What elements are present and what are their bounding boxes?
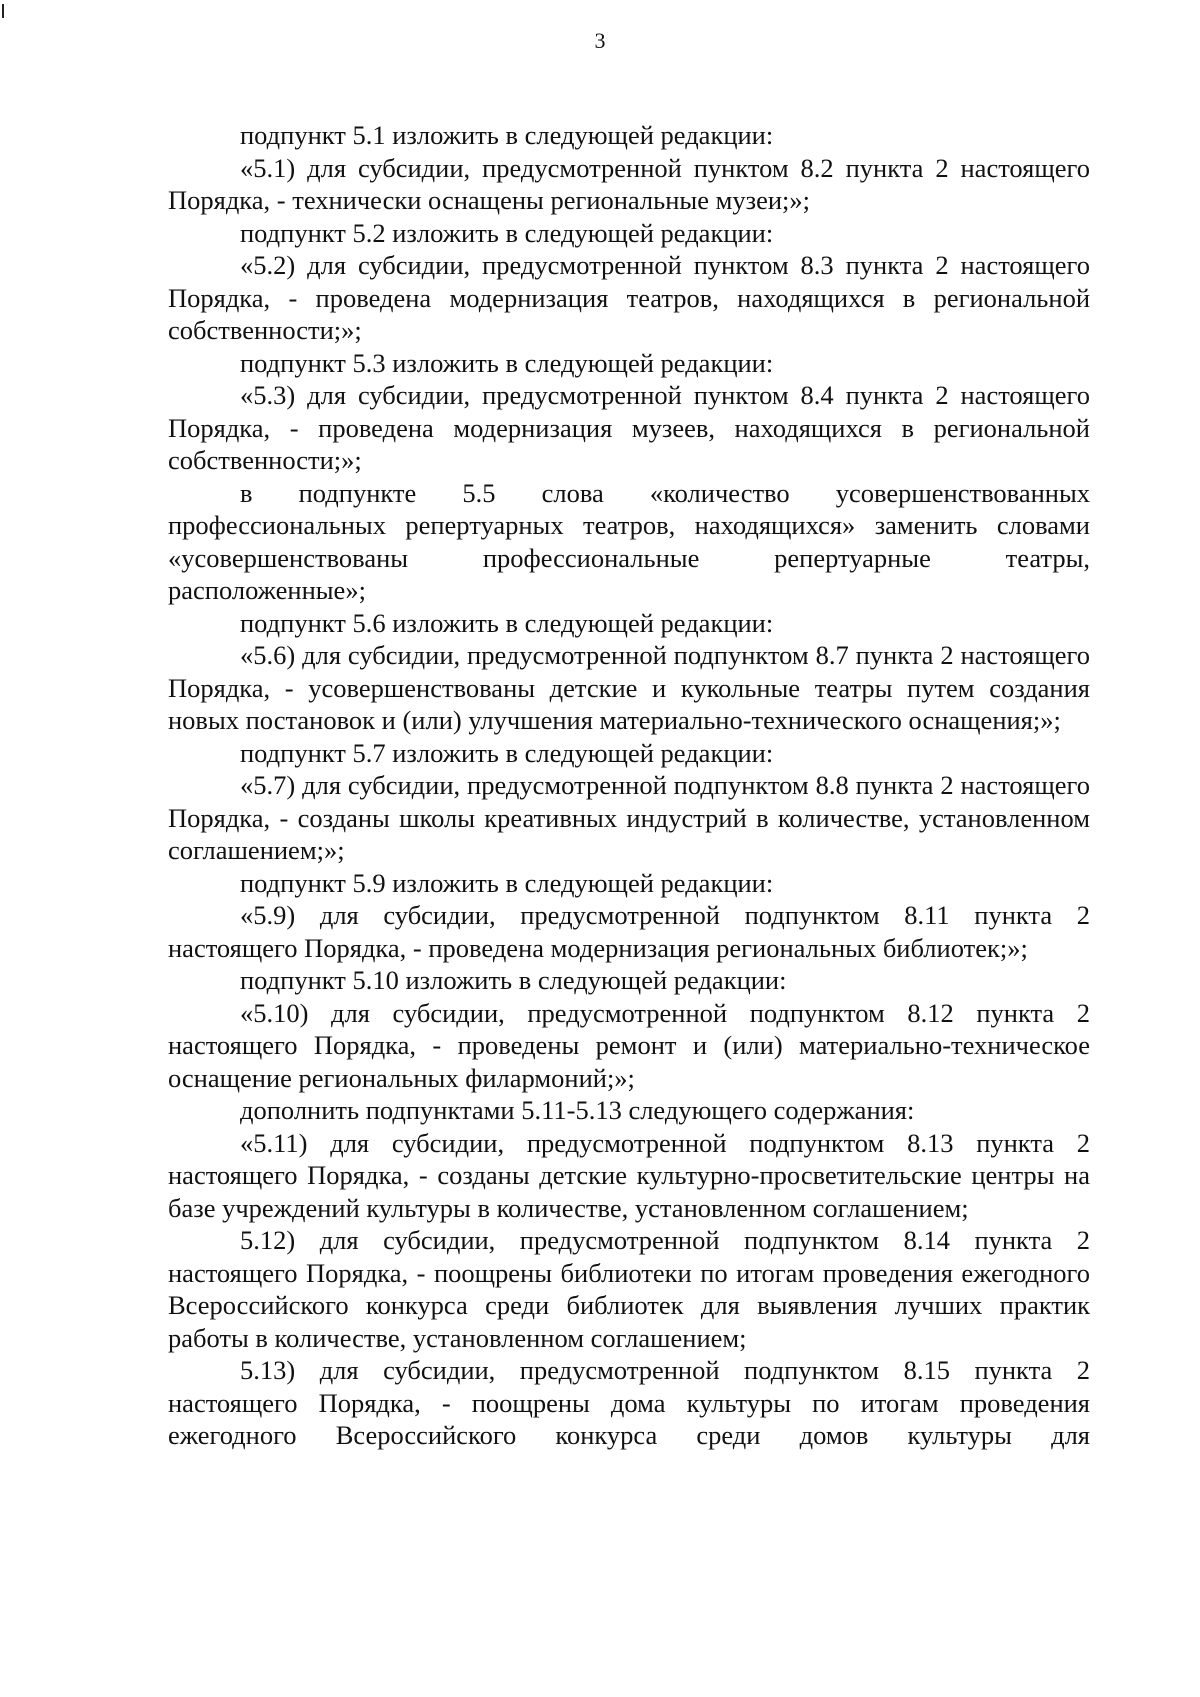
paragraph-text-5-2: «5.2) для субсидии, предусмотренной пунктом 8.3 пункта 2 настоящего Порядка, - проведена модернизация театров, находящихся в региональной собственности;»; — [168, 250, 1090, 345]
paragraph-amend-5-6: подпункт 5.6 изложить в следующей редакции: — [240, 607, 774, 638]
paragraph-text-5-1: «5.1) для субсидии, предусмотренной пунктом 8.2 пункта 2 настоящего Порядка, - технически оснащены региональные музеи;»; — [168, 152, 1090, 215]
document-body — [168, 119, 1090, 1452]
paragraph-text-5-10: «5.10) для субсидии, предусмотренной подпунктом 8.12 пункта 2 настоящего Порядка, - проведены ремонт и (или) материально-техническое оснащение региональных филармоний;»; — [168, 997, 1090, 1093]
paragraph-text-5-13: 5.13) для субсидии, предусмотренной подпунктом 8.15 пункта 2 настоящего Порядка, - поощрены дома культуры по итогам проведения ежегодного Всероссийского конкурса среди домов культуры для — [168, 1355, 1090, 1450]
paragraph-text-5-11: «5.11) для субсидии, предусмотренной подпунктом 8.13 пункта 2 настоящего Порядка, - созданы детские культурно-просветительские центры на базе учреждений культуры в количестве, установленном соглашением; — [168, 1127, 1090, 1223]
paragraph-amend-5-2: подпункт 5.2 изложить в следующей редакции: — [240, 217, 774, 248]
paragraph-text-5-3: «5.3) для субсидии, предусмотренной пунктом 8.4 пункта 2 настоящего Порядка, - проведена модернизация музеев, находящихся в региональной собственности;»; — [168, 380, 1090, 475]
paragraph-text-5-6: «5.6) для субсидии, предусмотренной подпунктом 8.7 пункта 2 настоящего Порядка, - усовершенствованы детские и кукольные театры путем создания новых постановок и (или) улучшения материально-технического оснащения;»; — [168, 640, 1090, 735]
paragraph-add-5-11-5-13: дополнить подпунктами 5.11-5.13 следующего содержания: — [240, 1095, 915, 1125]
paragraph-amend-5-5: в подпункте 5.5 слова «количество усовершенствованных профессиональных репертуарных театров, находящихся» заменить словами «усовершенствованы профессиональные репертуарные театры, расположенные»; — [168, 477, 1090, 605]
paragraph-text-5-9: «5.9) для субсидии, предусмотренной подпунктом 8.11 пункта 2 настоящего Порядка, - проведена модернизация региональных библиотек;»; — [168, 900, 1090, 963]
paragraph-amend-5-3: подпункт 5.3 изложить в следующей редакции: — [240, 347, 774, 378]
paragraph-amend-5-1: подпункт 5.1 изложить в следующей редакции: — [240, 120, 774, 150]
paragraph-text-5-7: «5.7) для субсидии, предусмотренной подпунктом 8.8 пункта 2 настоящего Порядка, - созданы школы креативных индустрий в количестве, установленном соглашением;»; — [168, 770, 1090, 865]
page-number: 3 — [594, 28, 606, 53]
paragraph-amend-5-7: подпункт 5.7 изложить в следующей редакции: — [240, 737, 774, 768]
scan-artifact-mark — [2, 4, 4, 18]
paragraph-amend-5-10: подпункт 5.10 изложить в следующей редакции: — [240, 965, 787, 995]
paragraph-amend-5-9: подпункт 5.9 изложить в следующей редакции: — [240, 867, 774, 898]
paragraph-text-5-12: 5.12) для субсидии, предусмотренной подпунктом 8.14 пункта 2 настоящего Порядка, - поощрены библиотеки по итогам проведения ежегодного Всероссийского конкурса среди библиотек для выявления лучших практик работы в количестве, установленном соглашением; — [168, 1225, 1090, 1353]
